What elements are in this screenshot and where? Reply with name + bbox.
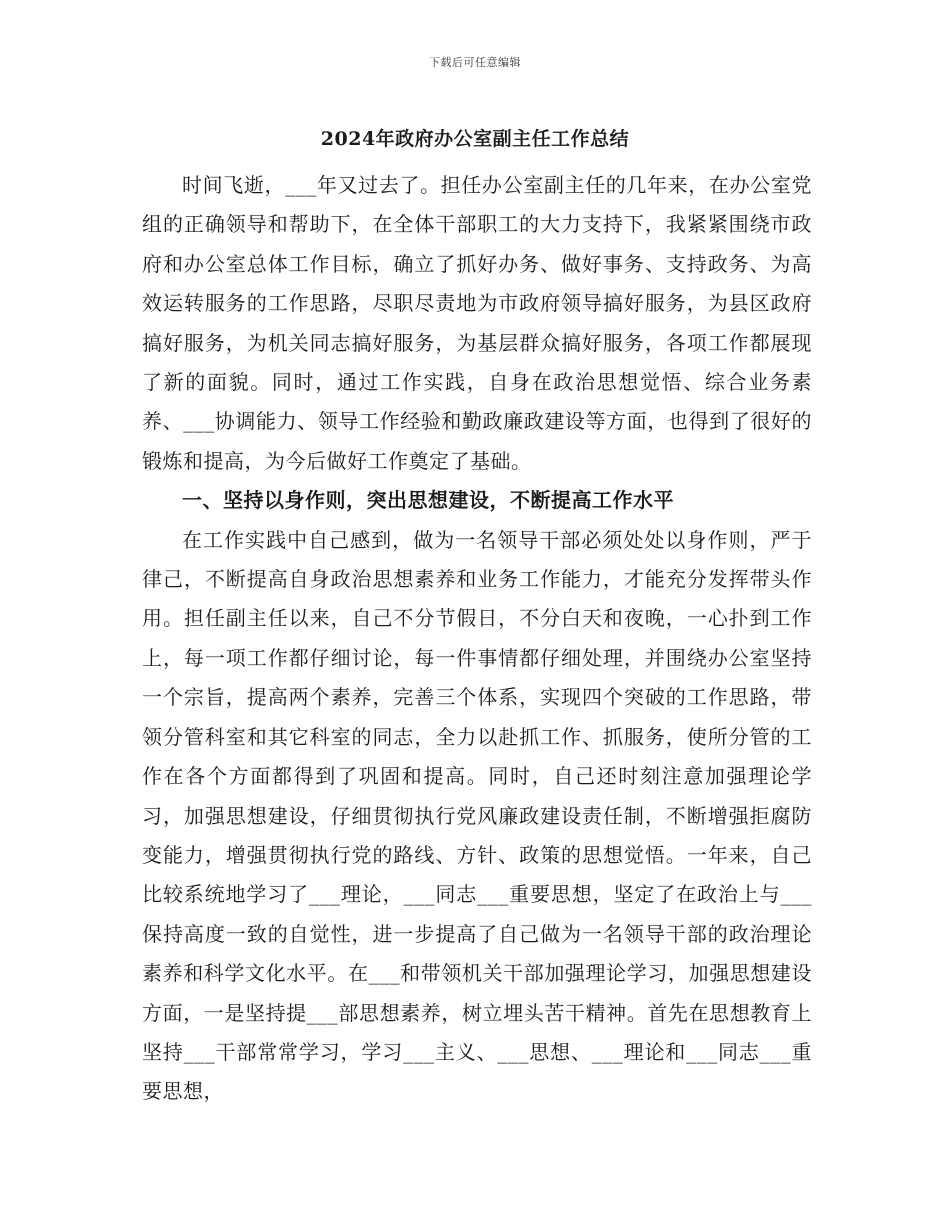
section-heading-1: 一、坚持以身作则，突出思想建设，不断提高工作水平 bbox=[182, 488, 674, 513]
section-1-paragraph: 在工作实践中自己感到，做为一名领导干部必须处处以身作则，严于律己，不断提高自身政治思想素养和业务工作能力，才能充分发挥带头作用。担任副主任以来，自己不分节假日，不分白天和夜晚，一心扑到工作上，每一项工作都仔细讨论，每一件事情都仔细处理，并围绕办公室坚持一个宗旨，提高两个素养，完善三个体系，实现四个突破的工作思路，带领分管科室和其它科室的同志，全力以赴抓工作、抓服务，使所分管的工作在各个方面都得到了巩固和提高。同时，自己还时刻注意加强理论学习，加强思想建设，仔细贯彻执行党风廉政建设责任制，不断增强拒腐防变能力，增强贯彻执行党的路线、方针、政策的思想觉悟。一年来，自己比较系统地学习了___理论，___同志___重要思想，坚定了在政治上与___保持高度一致的自觉性，进一步提高了自己做为一名领导干部的政治理论素养和科学文化水平。在___和带领机关干部加强理论学习，加强思想建设方面，一是坚持提___部思想素养，树立埋头苦干精神。首先在思想教育上坚持___干部常常学习，学习___主义、___思想、___理论和___同志___重要思想， bbox=[142, 527, 812, 1104]
page-header-note: 下载后可任意编辑 bbox=[429, 56, 521, 69]
intro-paragraph: 时间飞逝，___年又过去了。担任办公室副主任的几年来，在办公室党组的正确领导和帮助下，在全体干部职工的大力支持下，我紧紧围绕市政府和办公室总体工作目标，确立了抓好办务、做好事务、支持政务、为高效运转服务的工作思路，尽职尽责地为市政府领导搞好服务，为县区政府搞好服务，为机关同志搞好服务，为基层群众搞好服务，各项工作都展现了新的面貌。同时，通过工作实践，自身在政治思想觉悟、综合业务素养、___协调能力、领导工作经验和勤政廉政建设等方面，也得到了很好的锻炼和提高，为今后做好工作奠定了基础。 bbox=[142, 173, 812, 473]
document-title: 2024年政府办公室副主任工作总结 bbox=[320, 128, 630, 150]
document-body bbox=[142, 166, 812, 1112]
